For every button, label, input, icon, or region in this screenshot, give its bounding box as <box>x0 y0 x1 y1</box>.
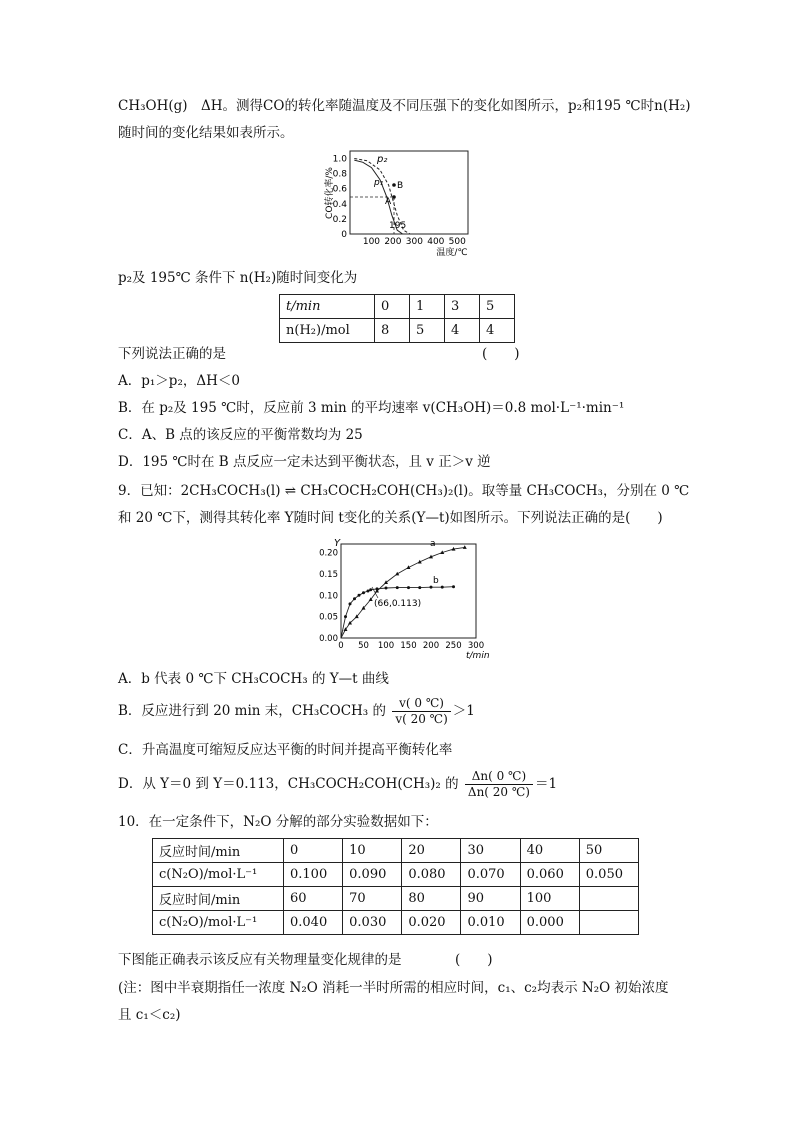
q8-intro-line1: CH₃OH(g) ΔH。测得CO的转化率随温度及不同压强下的变化如图所示，p₂和195 ℃时n(H₂) <box>118 98 691 114</box>
table-cell: 1 <box>410 295 445 319</box>
data-point-b <box>344 615 347 618</box>
chart1-label-p2: p₂ <box>377 154 388 165</box>
q9-option-b-tail: ＞1 <box>452 703 475 719</box>
data-point-b <box>369 588 372 591</box>
x-tick-label: 100 <box>362 237 381 247</box>
q9-option-d-tail: ＝1 <box>535 776 558 792</box>
chart1-label-195: 195 <box>389 221 407 231</box>
q10-stem: 10．在一定条件下，N₂O 分解的部分实验数据如下： <box>118 814 438 830</box>
data-point-b <box>353 597 356 600</box>
q9-option-c: C．升高温度可缩短反应达平衡的时间并提高平衡转化率 <box>118 742 453 758</box>
table-cell: c(N₂O)/mol·L⁻¹ <box>153 911 284 935</box>
x-tick-label: 250 <box>445 641 462 651</box>
y-tick-label: 0.00 <box>319 634 338 644</box>
q8-option-d: D．195 ℃时在 B 点反应一定未达到平衡状态，且 v 正＞v 逆 <box>118 454 491 470</box>
chart1-label-p1: p₁ <box>374 178 384 188</box>
y-tick-label: 1.0 <box>332 154 347 165</box>
table-cell: 0.090 <box>343 863 402 887</box>
data-point-b <box>407 586 410 589</box>
table-cell: 5 <box>480 295 515 319</box>
table-cell: 4 <box>480 319 515 343</box>
q8-option-c: C．A、B 点的该反应的平衡常数均为 25 <box>118 427 363 443</box>
y-tick-label: 0.4 <box>332 199 347 210</box>
table-cell: 20 <box>402 839 461 863</box>
table-cell: 30 <box>461 839 520 863</box>
q9-option-b <box>118 696 475 727</box>
chart2-xlabel: t/min <box>466 651 490 661</box>
table-cell: 5 <box>410 319 445 343</box>
table-cell: 40 <box>520 839 579 863</box>
x-tick-label: 200 <box>422 641 440 651</box>
y-tick-label: 0.8 <box>332 169 347 180</box>
conversion-time-chart <box>308 536 490 661</box>
y-tick-label: 0.15 <box>319 569 338 580</box>
table-row <box>153 911 639 935</box>
fraction-denominator: Δn( 20 ℃) <box>467 785 530 799</box>
table-cell: 反应时间/min <box>153 839 284 863</box>
q8-question: 下列说法正确的是 <box>118 346 226 362</box>
table-cell: 0.030 <box>343 911 402 935</box>
table-cell: 0.040 <box>284 911 343 935</box>
table-cell: 10 <box>343 839 402 863</box>
table-row <box>153 863 639 887</box>
x-tick-label: 50 <box>358 641 369 651</box>
q10-answer-paren: ( ) <box>455 952 493 968</box>
q9-option-b-fraction <box>392 696 450 727</box>
point-A <box>392 195 396 199</box>
table-cell: 8 <box>375 319 410 343</box>
x-tick-label: 300 <box>405 237 423 247</box>
q9-option-a: A．b 代表 0 ℃下 CH₃COCH₃ 的 Y—t 曲线 <box>118 671 389 687</box>
y-tick-label: 0.2 <box>332 214 347 225</box>
y-tick-label: 0.10 <box>319 591 338 602</box>
table-cell: 50 <box>579 839 638 863</box>
data-point-b <box>452 585 455 588</box>
q8-table-caption: p₂及 195℃ 条件下 n(H₂)随时间变化为 <box>118 270 358 286</box>
chart1-ylabel: CO转化率/% <box>325 167 335 219</box>
q8-answer-paren: ( ) <box>482 346 520 362</box>
table-cell: 70 <box>343 887 402 911</box>
table-cell: 0 <box>284 839 343 863</box>
x-tick-label: 200 <box>384 237 402 247</box>
chart2-ylabel: Y <box>334 538 341 549</box>
q9-option-d-text: D．从 Y＝0 到 Y＝0.113，CH₃COCH₂COH(CH₃)₂ 的 <box>118 776 459 792</box>
fraction-numerator: v( 0 ℃) <box>392 696 450 712</box>
table-cell: n(H₂)/mol <box>280 319 375 343</box>
q9-option-d <box>118 769 557 800</box>
table-cell: 60 <box>284 887 343 911</box>
table-cell: 反应时间/min <box>153 887 284 911</box>
table-row <box>280 295 515 319</box>
table-cell: t/min <box>280 295 375 319</box>
table-cell: 0.050 <box>579 863 638 887</box>
q10-note-line1: (注：图中半衰期指任一浓度 N₂O 消耗一半时所需的相应时间，c₁、c₂均表示 N₂O 初始浓度 <box>118 980 669 996</box>
data-point-b <box>430 586 433 589</box>
q8-option-a: A．p₁＞p₂，ΔH＜0 <box>118 373 240 389</box>
q9-stem-line1: 9．已知：2CH₃COCH₃(l) ⇌ CH₃COCH₂COH(CH₃)₂(l)。取等量 CH₃COCH₃，分别在 0 ℃ <box>118 483 690 499</box>
table-cell <box>579 887 638 911</box>
chart2-label-b: b <box>433 576 439 586</box>
q8-intro-line2: 随时间的变化结果如表所示。 <box>118 125 294 141</box>
h2-time-table <box>279 294 515 343</box>
x-tick-label: 300 <box>467 641 485 651</box>
y-tick-label: 0 <box>341 230 347 240</box>
table-cell: 0.010 <box>461 911 520 935</box>
n2o-data-table <box>152 838 639 935</box>
q8-option-b: B．在 p₂及 195 ℃时，反应前 3 min 的平均速率 v(CH₃OH)＝0.8 mol·L⁻¹·min⁻¹ <box>118 400 625 416</box>
data-point-b <box>385 587 388 590</box>
data-point-a <box>384 580 388 584</box>
table-cell: 90 <box>461 887 520 911</box>
chart2-label-a: a <box>430 539 436 549</box>
table-cell: 0.000 <box>520 911 579 935</box>
y-tick-label: 0.20 <box>319 548 338 559</box>
table-cell: c(N₂O)/mol·L⁻¹ <box>153 863 284 887</box>
x-tick-label: 100 <box>377 641 395 651</box>
data-point-b <box>396 586 399 589</box>
q9-option-d-fraction <box>465 769 533 800</box>
table-row <box>153 839 639 863</box>
fraction-numerator: Δn( 0 ℃) <box>465 769 533 785</box>
chart1-label-B: B <box>397 181 404 191</box>
data-point-b <box>362 591 365 594</box>
data-point-b <box>418 586 421 589</box>
table-cell: 3 <box>445 295 480 319</box>
data-point-a <box>463 545 467 549</box>
q10-note-line2: 且 c₁＜c₂) <box>118 1007 181 1023</box>
table-cell: 0 <box>375 295 410 319</box>
q9-option-b-text: B．反应进行到 20 min 末，CH₃COCH₃ 的 <box>118 703 387 719</box>
table-cell: 80 <box>402 887 461 911</box>
q9-stem-line2: 和 20 ℃下，测得其转化率 Y随时间 t变化的关系(Y—t)如图所示。下列说法正确的是( ) <box>118 510 663 526</box>
data-point-b <box>367 590 370 593</box>
x-tick-label: 500 <box>448 237 466 247</box>
point-B <box>392 183 396 187</box>
table-row <box>153 887 639 911</box>
table-cell: 0.060 <box>520 863 579 887</box>
q10-question: 下图能正确表示该反应有关物理量变化规律的是 <box>118 952 402 968</box>
fraction-denominator: v( 20 ℃) <box>395 712 448 726</box>
data-point-b <box>441 586 444 589</box>
x-tick-label: 0 <box>338 641 344 651</box>
x-tick-label: 400 <box>427 237 445 247</box>
table-cell: 4 <box>445 319 480 343</box>
table-cell <box>579 911 638 935</box>
y-tick-label: 0.6 <box>332 184 347 195</box>
y-tick-label: 0.05 <box>319 612 338 623</box>
data-point-b <box>358 594 361 597</box>
table-cell: 0.080 <box>402 863 461 887</box>
table-cell: 100 <box>520 887 579 911</box>
table-cell: 0.020 <box>402 911 461 935</box>
chart1-label-A: A <box>385 197 392 207</box>
data-point-b <box>349 602 352 605</box>
table-cell: 0.100 <box>284 863 343 887</box>
chart1-xlabel: 温度/℃ <box>436 248 468 258</box>
co-conversion-chart <box>322 145 492 260</box>
table-row <box>280 319 515 343</box>
x-tick-label: 150 <box>400 641 417 651</box>
series-line-a <box>341 547 465 638</box>
data-point-b <box>376 587 379 590</box>
chart2-annotation: (66,0.113) <box>374 599 422 609</box>
table-cell: 0.070 <box>461 863 520 887</box>
